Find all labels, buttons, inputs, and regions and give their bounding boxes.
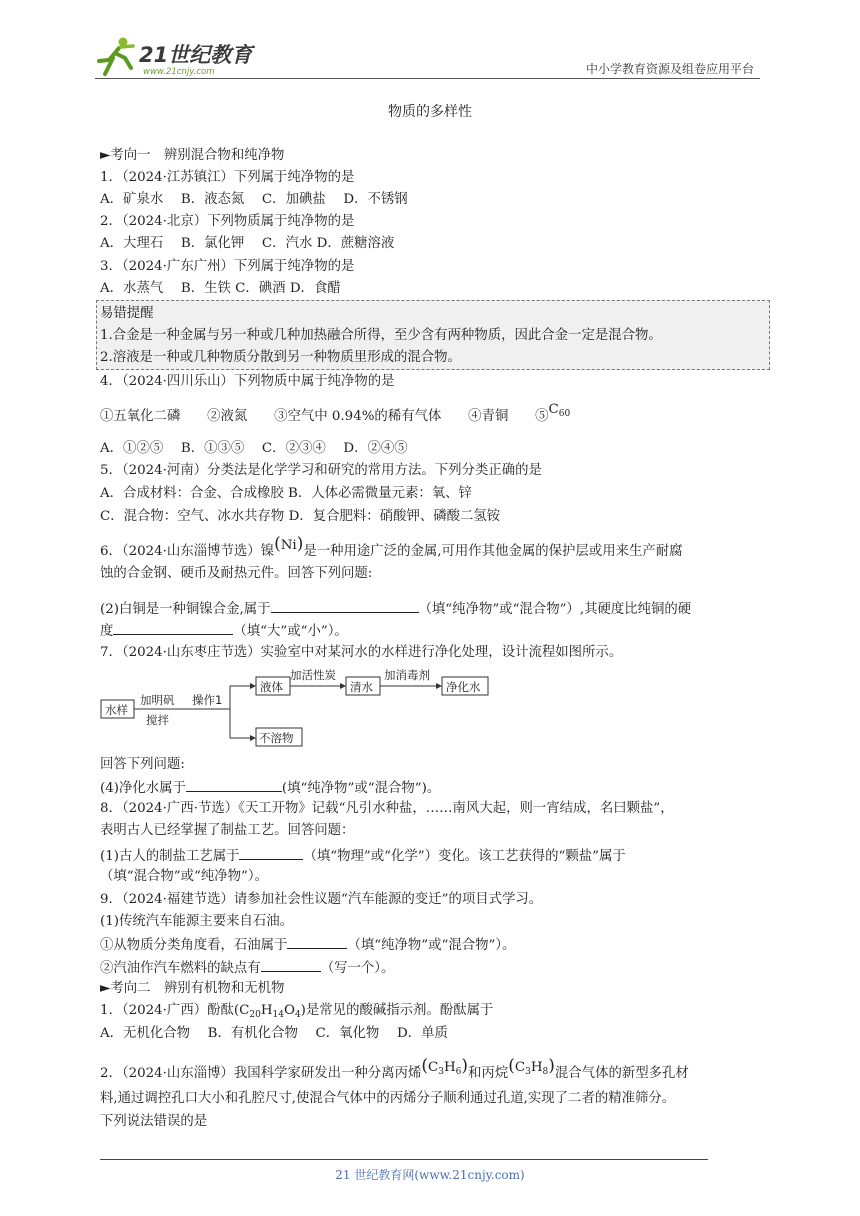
flow-text-liquid: 液体: [260, 680, 283, 694]
close-paren: ): [548, 1056, 555, 1076]
formula-subscript: 8: [542, 1067, 549, 1077]
tip-line-1: 1.合金是一种金属与另一种或几种加热融合所得，至少含有两种物质，因此合金一定是混合物。: [100, 328, 662, 343]
q3-options: A．水蒸气 B．生铁 C．碘酒 D．食醋: [100, 281, 341, 296]
q2-1-stem: [100, 1001, 493, 1025]
section-heading-1: ►考向一 辨别混合物和纯净物: [100, 148, 285, 163]
formula-subscript: 6: [455, 1067, 462, 1077]
q2-1-options: A．无机化合物 B．有机化合物 C．氧化物 D．单质: [100, 1026, 448, 1041]
answer-blank[interactable]: [113, 620, 233, 635]
q9-line-4a: ②汽油作汽车燃料的缺点有: [100, 961, 261, 976]
q7-sub4: [100, 777, 440, 799]
q6-line-4b: （填“大”或“小”）。: [233, 624, 348, 639]
q2-1-stem-a: 1．（2024·广西）酚酞(C: [100, 1003, 250, 1018]
q4-items: [100, 402, 571, 431]
q8-stem: 8．（2024·广西·节选）《天工开物》记载“凡引水种盐，……南风大起，则一宵结成，名曰颗盐”，: [100, 801, 674, 816]
q6-line-2: 蚀的合金钢、硬币及耐热元件。回答下列问题:: [100, 566, 373, 581]
arrowhead: [436, 683, 442, 689]
answer-blank[interactable]: [287, 934, 347, 949]
q6-stem-b: 是一种用途广泛的金属,可用作其他金属的保护层或用来生产耐腐: [303, 544, 683, 559]
q2-2-stem: [100, 1056, 689, 1088]
q2-stem: 2．（2024·北京）下列物质属于纯净物的是: [100, 214, 355, 229]
formula-element: C: [514, 1060, 526, 1075]
q6-stem: [100, 534, 683, 562]
q2-2-line-2: 料,通过调控孔口大小和孔腔尺寸,使混合气体中的丙烯分子顺利通过孔道,实现了二者的精准筛分。: [100, 1091, 676, 1106]
purification-flow-diagram: [100, 664, 500, 750]
q2-2-stem-b: 和丙烷: [468, 1066, 509, 1081]
q2-2-stem-a: 2．（2024·山东淄博）我国科学家研发出一种分离丙烯: [100, 1066, 422, 1081]
answer-blank[interactable]: [186, 777, 282, 792]
q6-line-3b: （填“纯净物”或“混合物”）,其硬度比纯铜的硬: [418, 602, 692, 617]
ni-open-paren: (: [274, 534, 281, 554]
q8-line-4: （填“混合物”或“纯净物”）。: [100, 869, 268, 884]
ni-close-paren: ): [296, 534, 304, 554]
formula-subscript: 3: [525, 1067, 531, 1077]
q4-stem: 4．（2024·四川乐山）下列物质中属于纯净物的是: [100, 374, 395, 389]
q5-options-cd: C．混合物：空气、冰水共存物 D．复合肥料：硝酸钾、磷酸二氢铵: [100, 509, 501, 524]
q6-line-3a: (2)白铜是一种铜镍合金,属于: [100, 602, 271, 617]
section-heading-2: ►考向二 辨别有机物和无机物: [100, 981, 285, 996]
footer-rule: [100, 1159, 708, 1160]
q4-options: A．①②⑤ B．①③⑤ C．②③④ D．②④⑤: [100, 441, 408, 456]
open-paren: (: [421, 1056, 428, 1076]
arrowhead: [250, 683, 256, 689]
q1-options: A．矿泉水 B．液态氮 C．加碘盐 D．不锈钢: [100, 192, 408, 207]
formula-subscript: 3: [438, 1067, 444, 1077]
flow-text-op1: 操作1: [192, 693, 223, 707]
q2-options: A．大理石 B．氯化钾 C．汽水 D．蔗糖溶液: [100, 236, 395, 251]
propane-formula: [508, 1056, 555, 1077]
arrowhead: [250, 735, 256, 741]
formula-subscript: 14: [272, 1010, 284, 1020]
q2-2-line-3: 下列说法错误的是: [100, 1114, 208, 1129]
q4-item-list: ①五氧化二磷 ②液氮 ③空气中 0.94%的稀有气体 ④青铜 ⑤: [100, 409, 549, 424]
c60-formula: [549, 402, 571, 417]
q9-line-4b: （写一个）。: [320, 961, 395, 976]
runner-icon: [99, 38, 133, 75]
flow-text-pure: 净化水: [446, 680, 481, 694]
formula-element: H: [260, 1003, 273, 1018]
q6-line-3: [100, 598, 691, 620]
formula-element: H: [530, 1060, 543, 1075]
q2-1-stem-b: )是常见的酸碱指示剂。酚酞属于: [300, 1003, 494, 1018]
q8-line-3: [100, 845, 626, 867]
tip-title: 易错提醒: [100, 306, 154, 321]
header-rule: [95, 78, 760, 79]
flow-text-reagent1b: 搅拌: [146, 713, 169, 727]
formula-subscript: 4: [294, 1010, 301, 1020]
flow-text-reagent1: 加明矾: [140, 693, 175, 707]
answer-blank[interactable]: [271, 598, 419, 613]
q9-stem: 9．（2024·福建节选）请参加社会性议题“汽车能源的变迁”的项目式学习。: [100, 892, 543, 907]
q8-line-3a: (1)古人的制盐工艺属于: [100, 849, 240, 864]
q8-line-3b: （填“物理”或“化学”）变化。该工艺获得的“颗盐”属于: [303, 849, 626, 864]
flow-text-sample: 水样: [105, 703, 128, 717]
q7-sub4a: (4)净化水属于: [100, 781, 186, 796]
q6-line-4: [100, 620, 348, 642]
q8-line-2: 表明古人已经掌握了制盐工艺。回答问题：: [100, 823, 355, 838]
q9-line-4: [100, 957, 394, 979]
flow-text-step3: 加消毒剂: [384, 668, 430, 682]
platform-name: 中小学教育资源及组卷应用平台: [585, 62, 754, 76]
flow-text-insoluble: 不溶物: [259, 731, 294, 745]
logo-text: 21世纪教育: [139, 43, 253, 67]
c60-base: C: [548, 402, 559, 417]
q9-line-3b: （填“纯净物”或“混合物”）。: [347, 938, 516, 953]
q5-stem: 5．（2024·河南）分类法是化学学习和研究的常用方法。下列分类正确的是: [100, 463, 542, 478]
q6-stem-a: 6．（2024·山东淄博节选）镍: [100, 544, 275, 559]
q7-answer-prompt: 回答下列问题:: [100, 757, 185, 772]
q7-sub4b: (填“纯净物”或“混合物”)。: [281, 781, 441, 796]
q1-stem: 1．（2024·江苏镇江）下列属于纯净物的是: [100, 170, 355, 185]
q5-options-ab: A．合成材料：合金、合成橡胶 B．人体必需微量元素：氧、锌: [100, 486, 472, 501]
answer-blank[interactable]: [239, 845, 303, 860]
page-title: 物质的多样性: [388, 104, 472, 120]
open-paren: (: [508, 1056, 515, 1076]
answer-blank[interactable]: [261, 957, 321, 972]
tip-line-2: 2.溶液是一种或几种物质分散到另一种物质里形成的混合物。: [100, 350, 461, 365]
q6-line-4a: 度: [100, 624, 114, 639]
c60-subscript: 60: [558, 409, 571, 419]
formula-element: H: [443, 1060, 456, 1075]
q9-line-2: (1)传统汽车能源主要来自石油。: [100, 914, 294, 929]
formula-subscript: 20: [249, 1010, 261, 1020]
formula-element: C: [428, 1060, 439, 1075]
q7-stem: 7．（2024·山东枣庄节选）实验室中对某河水的水样进行净化处理，设计流程如图所示。: [100, 645, 623, 660]
formula-element: O: [283, 1003, 295, 1018]
ni-symbol: Ni: [280, 538, 297, 553]
page-footer: 21 世纪教育网(www.21cnjy.com): [335, 1168, 525, 1182]
logo: [95, 34, 265, 80]
close-paren: ): [461, 1056, 469, 1076]
page-header: [95, 34, 760, 80]
propene-formula: [421, 1056, 469, 1077]
flow-text-clear: 清水: [350, 680, 373, 694]
flow-text-step2: 加活性炭: [290, 668, 336, 682]
arrowhead: [340, 683, 346, 689]
q2-2-stem-c: 混合气体的新型多孔材: [554, 1066, 689, 1081]
q9-line-3: [100, 934, 515, 956]
q9-line-3a: ①从物质分类角度看，石油属于: [100, 938, 288, 953]
q3-stem: 3．（2024·广东广州）下列属于纯净物的是: [100, 259, 355, 274]
logo-url: www.21cnjy.com: [143, 67, 215, 77]
